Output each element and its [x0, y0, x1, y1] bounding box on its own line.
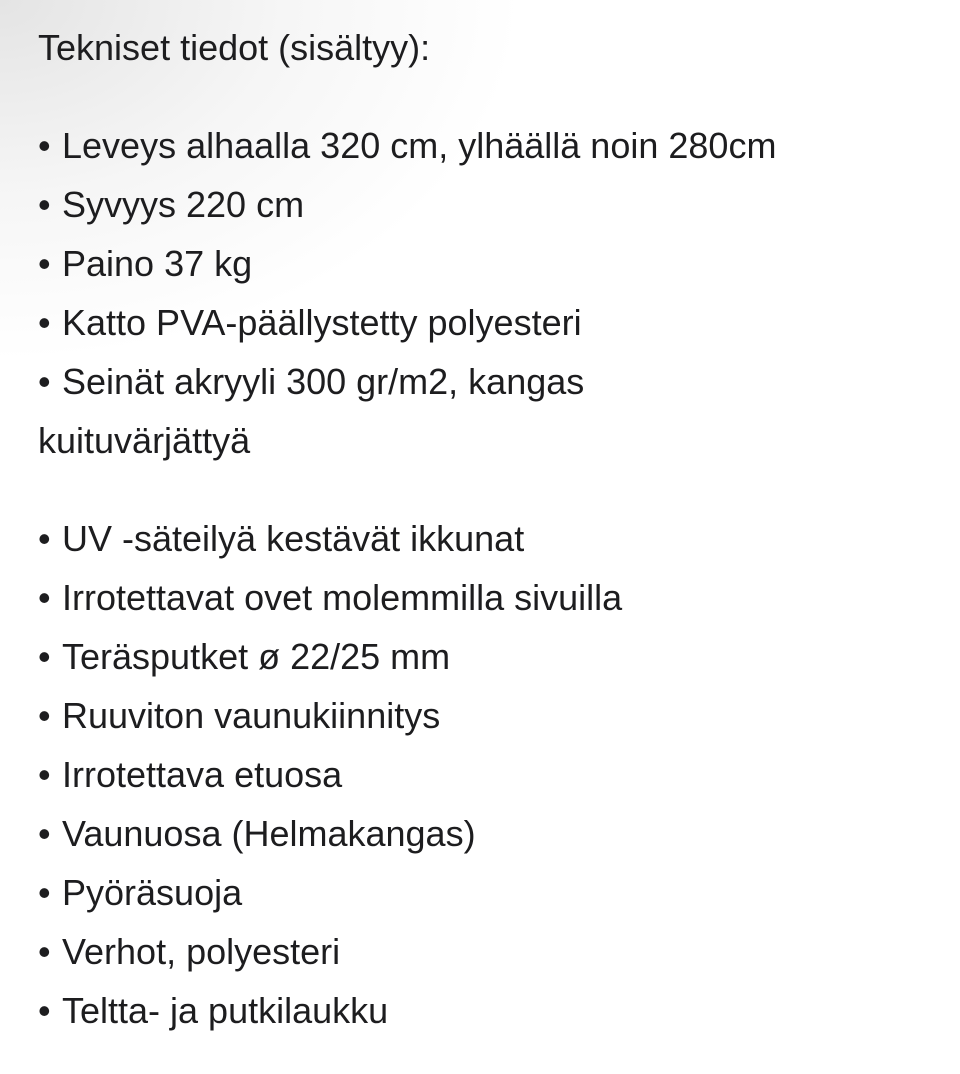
- list-item-text: Irrotettavat ovet molemmilla sivuilla: [62, 577, 623, 618]
- bullet-icon: •: [38, 361, 51, 402]
- list-item-text: Teräsputket ø 22/25 mm: [62, 636, 451, 677]
- list-item-text: Vaunuosa (Helmakangas): [62, 813, 476, 854]
- list-item-text: Verhot, polyesteri: [62, 931, 341, 972]
- list-item-text: Syvyys 220 cm: [62, 184, 305, 225]
- list-item-text: Katto PVA-päällystetty polyesteri: [62, 302, 582, 343]
- list-item: [38, 804, 938, 863]
- list-item: [38, 293, 938, 352]
- bullet-icon: •: [38, 577, 51, 618]
- list-item: [38, 686, 938, 745]
- list-item: [38, 568, 938, 627]
- list-item: [38, 116, 938, 175]
- list-item: [38, 627, 938, 686]
- list-item: [38, 509, 938, 568]
- bullet-icon: •: [38, 813, 51, 854]
- bullet-icon: •: [38, 636, 51, 677]
- bullet-icon: •: [38, 695, 51, 736]
- list-item: [38, 922, 938, 981]
- list-item-text: Teltta- ja putkilaukku: [62, 990, 389, 1031]
- spec-list-features: [38, 509, 938, 1040]
- list-item-text: Irrotettava etuosa: [62, 754, 343, 795]
- bullet-icon: •: [38, 125, 51, 166]
- list-item-text: Seinät akryyli 300 gr/m2, kangas kuituvärjättyä: [38, 361, 585, 461]
- bullet-icon: •: [38, 990, 51, 1031]
- list-item: [38, 745, 938, 804]
- list-item-text: Paino 37 kg: [62, 243, 253, 284]
- bullet-icon: •: [38, 931, 51, 972]
- list-item-text: Ruuviton vaunukiinnitys: [62, 695, 441, 736]
- list-item-text: Pyöräsuoja: [62, 872, 243, 913]
- list-item-text: Leveys alhaalla 320 cm, ylhäällä noin 280cm: [62, 125, 777, 166]
- bullet-icon: •: [38, 184, 51, 225]
- section-title: Tekniset tiedot (sisältyy):: [38, 27, 431, 68]
- spec-list-dimensions: [38, 116, 938, 470]
- list-item: [38, 863, 938, 922]
- bullet-icon: •: [38, 518, 51, 559]
- list-item: [38, 234, 938, 293]
- bullet-icon: •: [38, 243, 51, 284]
- bullet-icon: •: [38, 872, 51, 913]
- list-item: [38, 981, 938, 1040]
- list-item: [38, 352, 938, 470]
- list-item-text: UV -säteilyä kestävät ikkunat: [62, 518, 525, 559]
- bullet-icon: •: [38, 302, 51, 343]
- list-item: [38, 175, 938, 234]
- document: [38, 18, 938, 1040]
- bullet-icon: •: [38, 754, 51, 795]
